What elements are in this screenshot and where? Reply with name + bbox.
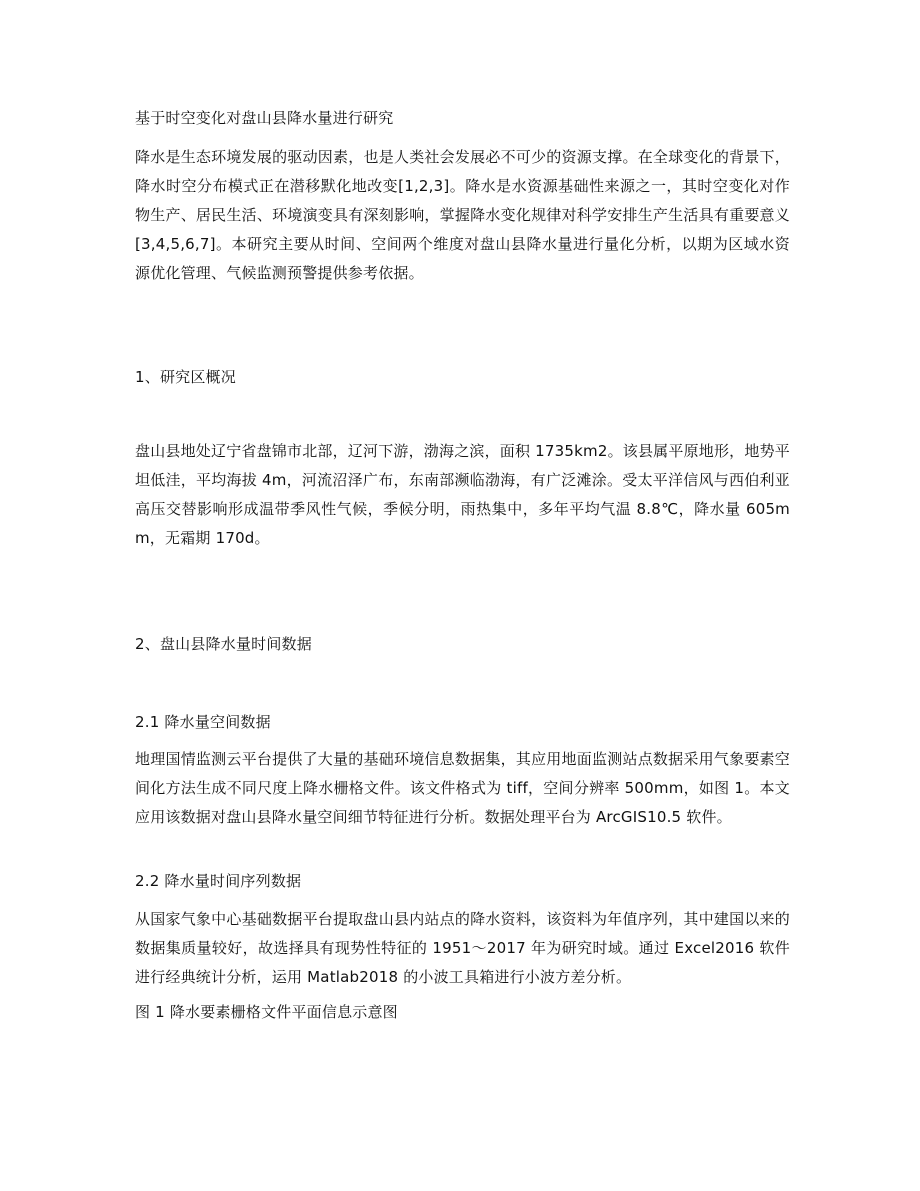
section-2-1-heading: 2.1 降水量空间数据 (135, 713, 271, 731)
intro-paragraph: 降水是生态环境发展的驱动因素，也是人类社会发展必不可少的资源支撑。在全球变化的背景下，降水时空分布模式正在潜移默化地改变[1,2,3]。降水是水资源基础性来源之一，其时空变化对作物生产、居民生活、环境演变具有深刻影响，掌握降水变化规律对科学安排生产生活具有重要意义[3,4,5,6,7]。本研究主要从时间、空间两个维度对盘山县降水量进行量化分析，以期为区域水资源优化管理、气候监测预警提供参考依据。 (135, 148, 790, 282)
section-2-2-heading: 2.2 降水量时间序列数据 (135, 872, 302, 890)
figure-caption: 图 1 降水要素栅格文件平面信息示意图 (135, 1003, 398, 1021)
section-1-paragraph: 盘山县地处辽宁省盘锦市北部，辽河下游，渤海之滨，面积 1735km2。该县属平原地形，地势平坦低洼，平均海拔 4m，河流沼泽广布，东南部濒临渤海，有广泛滩涂。受太平洋信风与西伯利亚高压交替影响形成温带季风性气候，季候分明，雨热集中，多年平均气温 8.8℃，降水量 605mm，无霜期 170d。 (135, 442, 790, 547)
document-title: 基于时空变化对盘山县降水量进行研究 (135, 109, 394, 127)
section-2-2-paragraph: 从国家气象中心基础数据平台提取盘山县内站点的降水资料，该资料为年值序列，其中建国以来的数据集质量较好，故选择具有现势性特征的 1951～2017 年为研究时域。通过 Excel2016 软件进行经典统计分析，运用 Matlab2018 的小波工具箱进行小波方差分析。 (135, 910, 790, 986)
section-2-heading: 2、盘山县降水量时间数据 (135, 635, 312, 653)
section-2-1-paragraph: 地理国情监测云平台提供了大量的基础环境信息数据集，其应用地面监测站点数据采用气象要素空间化方法生成不同尺度上降水栅格文件。该文件格式为 tiff，空间分辨率 500mm，如图 1。本文应用该数据对盘山县降水量空间细节特征进行分析。数据处理平台为 ArcGIS10.5 软件。 (135, 750, 790, 826)
section-1-heading: 1、研究区概况 (135, 368, 236, 386)
